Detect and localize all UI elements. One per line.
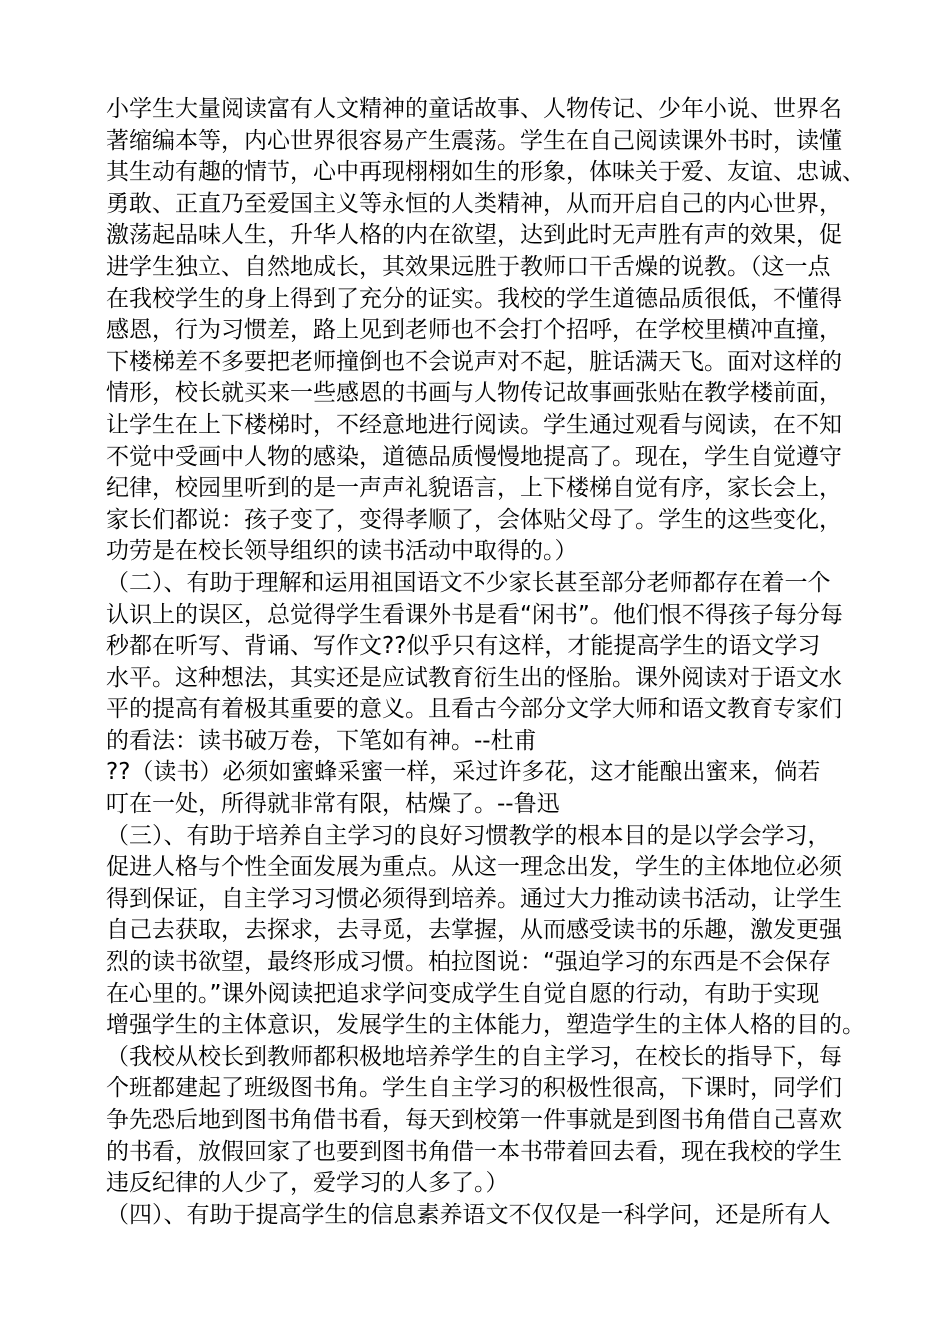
body-text [106,94,866,1231]
text-line: 自己去获取，去探求，去寻觅，去掌握，从而感受读书的乐趣，激发更强 [106,917,842,944]
text-line: 激荡起品味人生，升华人格的内在欲望，达到此时无声胜有声的效果，促 [106,222,842,249]
text-line: 得到保证，自主学习习惯必须得到培养。通过大力推动读书活动，让学生 [106,885,842,912]
quote-line: ??（读书）必须如蜜蜂采蜜一样，采过许多花，这才能酿出蜜来，倘若 [106,759,821,786]
text-line: 促进人格与个性全面发展为重点。从这一理念出发，学生的主体地位必须 [106,854,842,881]
text-line: 烈的读书欲望，最终形成习惯。柏拉图说：“强迫学习的东西是不会保存 [106,949,831,976]
text-line: 在我校学生的身上得到了充分的证实。我校的学生道德品质很低，不懂得 [106,285,842,312]
text-line: 纪律，校园里听到的是一声声礼貌语言，上下楼梯自觉有序，家长会上， [106,475,842,502]
text-line: 其生动有趣的情节，心中再现栩栩如生的形象，体味关于爱、友谊、忠诚、 [106,159,865,186]
text-line: 小学生大量阅读富有人文精神的童话故事、人物传记、少年小说、世界名 [106,96,842,122]
quote-line: 的看法：读书破万卷，下笔如有神。--杜甫 [106,727,537,754]
text-line: 不觉中受画中人物的感染，道德品质慢慢地提高了。现在，学生自觉遵守 [106,443,842,470]
text-line: 让学生在上下楼梯时，不经意地进行阅读。学生通过观看与阅读，在不知 [106,411,842,438]
section-heading-line: （四）、有助于提高学生的信息素养语文不仅仅是一科学问，还是所有人 [106,1201,831,1228]
text-line: 家长们都说：孩子变了，变得孝顺了，会体贴父母了。学生的这些变化， [106,506,842,533]
text-line: 争先恐后地到图书角借书看，每天到校第一件事就是到图书角借自己喜欢 [106,1107,842,1133]
text-line: 下楼梯差不多要把老师撞倒也不会说声对不起，脏话满天飞。面对这样的 [106,348,842,375]
text-line: 功劳是在校长领导组织的读书活动中取得的。） [106,538,578,565]
section-heading-line: （二）、有助于理解和运用祖国语文不少家长甚至部分老师都存在着一个 [106,569,831,596]
text-line: 增强学生的主体意识，发展学生的主体能力，塑造学生的主体人格的目的。 [106,1012,865,1039]
text-line: 的书看，放假回家了也要到图书角借一本书带着回去看，现在我校的学生 [106,1138,842,1165]
text-line: 水平。这种想法，其实还是应试教育衍生出的怪胎。课外阅读对于语文水 [106,664,842,691]
text-line: 个班都建起了班级图书角。学生自主学习的积极性很高，下课时，同学们 [106,1075,842,1102]
text-line: 进学生独立、自然地成长，其效果远胜于教师口干舌燥的说教。（这一点 [106,253,831,280]
text-line: 情形，校长就买来一些感恩的书画与人物传记故事画张贴在教学楼前面， [106,380,842,407]
text-line: 感恩，行为习惯差，路上见到老师也不会打个招呼，在学校里横冲直撞， [106,317,842,344]
text-line: 著缩编本等，内心世界很容易产生震荡。学生在自己阅读课外书时，读懂 [106,127,842,154]
text-line: 平的提高有着极其重要的意义。且看古今部分文学大师和语文教育专家们 [106,696,842,723]
text-line: 违反纪律的人少了，爱学习的人多了。） [106,1170,509,1197]
section-heading-line: （三）、有助于培养自主学习的良好习惯教学的根本目的是以学会学习， [106,822,831,849]
text-line: 勇敢、正直乃至爱国主义等永恒的人类精神，从而开启自己的内心世界， [106,190,842,217]
quote-line: 叮在一处，所得就非常有限，枯燥了。--鲁迅 [106,791,560,818]
text-line: 认识上的误区，总觉得学生看课外书是看“闲书”。他们恨不得孩子每分每 [106,601,843,628]
text-line: 秒都在听写、背诵、写作文??似乎只有这样，才能提高学生的语文学习 [106,633,821,660]
text-line: （我校从校长到教师都积极地培养学生的自主学习，在校长的指导下，每 [106,1043,842,1070]
text-line: 在心里的。”课外阅读把追求学问变成学生自觉自愿的行动，有助于实现 [106,980,820,1007]
